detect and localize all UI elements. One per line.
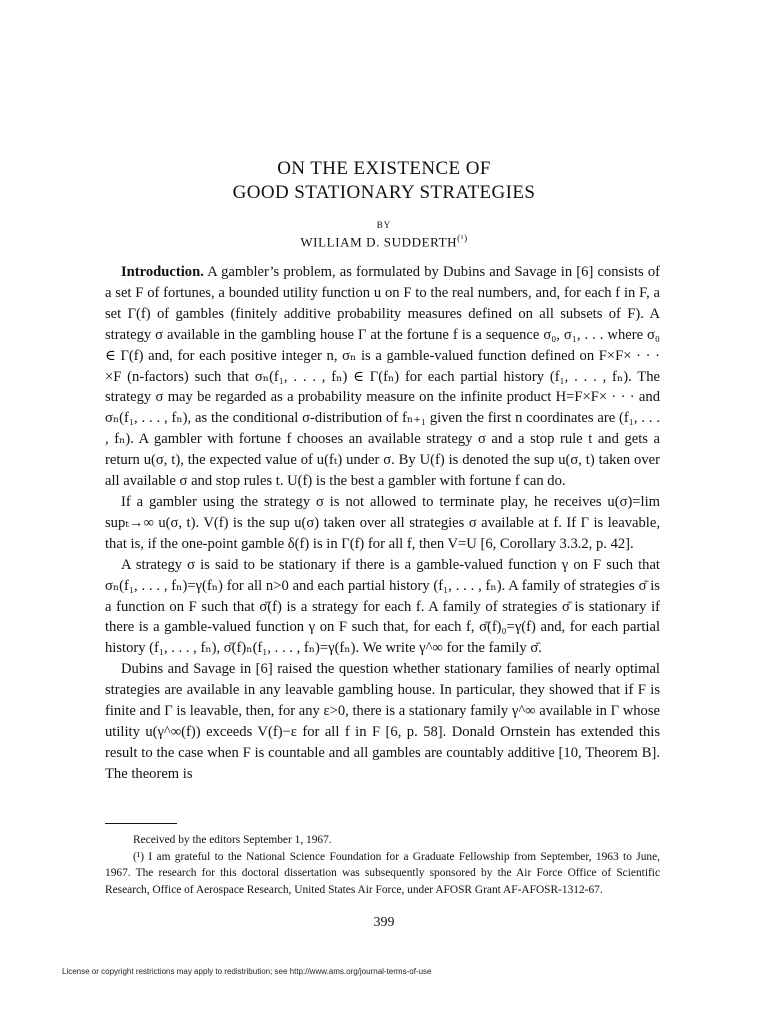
- page-number: 399: [373, 915, 395, 930]
- author-footnote-mark: (¹): [457, 233, 468, 243]
- paragraph-3: A strategy σ is said to be stationary if there is a gamble-valued function γ on F such that σₙ(f₁, . . . , fₙ)=γ(fₙ) for all n>0 and each partial history (f₁, . . . , fₙ). A family of strategies σ̄ is a function on F such that σ̄(f) is a strategy for each f. A family of strategies σ̄ is stationary if there is a gamble-valued function γ on F such that, for each f, σ̄(f)₀=γ(f) and, for each partial history (f₁, . . . , fₙ), σ̄(f)ₙ(f₁, . . . , fₙ)=γ(fₙ). We write γ^∞ for the family σ̄.: [105, 556, 660, 657]
- footnote-1: (¹) I am grateful to the National Science Foundation for a Graduate Fellowship from September, 1963 to June, 1967. The research for this doctoral dissertation was subsequently sponsored by the Air Force Office of Scientific Research, Office of Aerospace Research, United States Air Force, under AFOSR Grant AF-AFOSR-1312-67.: [105, 850, 660, 896]
- section-heading: Introduction.: [121, 264, 204, 280]
- paragraph-2: If a gambler using the strategy σ is not allowed to terminate play, he receives u(σ)=lim supₜ→∞ u(σ, t). V(f) is the sup u(σ) taken over all strategies σ available at f. If Γ is leavable, that is, if the one-point gamble δ(f) is in Γ(f) for all f, then V=U [6, Corollary 3.3.2, p. 42].: [105, 493, 660, 552]
- paragraph-1-text: A gambler’s problem, as formulated by Dubins and Savage in [6] consists of a set F of fortunes, a bounded utility function u on F to the real numbers, and, for each f in F, a set Γ(f) of gambles (finitely additive probability measures defined on all subsets of F). A strategy σ available in the gambling house Γ at the fortune f is a sequence σ₀, σ₁, . . . where σ₀ ∈ Γ(f) and, for each positive integer n, σₙ is a gamble-valued function defined on F×F× · · · ×F (n-factors) such that σₙ(f₁, . . . , fₙ) ∈ Γ(fₙ) for each partial history (f₁, . . . , fₙ). The strategy σ may be regarded as a probability measure on the infinite product H=F×F× · · · and σₙ(f₁, . . . , fₙ), as the conditional σ-distribution of fₙ₊₁ given the first n coordinates are (f₁, . . . , fₙ). A gambler with fortune f chooses an available strategy σ and a stop rule t and gets a return u(σ, t), the expected value of u(fₜ) under σ. By U(f) is denoted the sup u(σ, t) taken over all available σ and stop rules t. U(f) is the best a gambler with fortune f can do.: [105, 264, 660, 490]
- paragraph-4: Dubins and Savage in [6] raised the question whether stationary families of nearly optimal strategies are available in any leavable gambling house. In particular, they showed that if F is finite and Γ is leavable, then, for any ε>0, there is a stationary family γ^∞ available in Γ whose utility u(γ^∞(f)) exceeds V(f)−ε for all f in F [6, p. 58]. Donald Ornstein has extended this result to the case when F is countable and all gambles are countably additive [10, Theorem B]. The theorem is: [105, 661, 660, 782]
- paragraph-1: [105, 262, 660, 492]
- byline-label: BY: [376, 220, 392, 230]
- footnotes: [105, 832, 660, 898]
- title-line-2: GOOD STATIONARY STRATEGIES: [232, 182, 536, 203]
- author-line: [0, 233, 768, 250]
- footnote-received: Received by the editors September 1, 1967.: [133, 834, 332, 846]
- article-title: [0, 157, 768, 205]
- article-body: [105, 262, 660, 785]
- title-line-1: ON THE EXISTENCE OF: [277, 158, 491, 179]
- author-name: WILLIAM D. SUDDERTH: [300, 234, 458, 250]
- license-notice: License or copyright restrictions may apply to redistribution; see http://www.ams.org/journal-terms-of-use: [62, 967, 432, 976]
- footnote-divider: [105, 823, 177, 824]
